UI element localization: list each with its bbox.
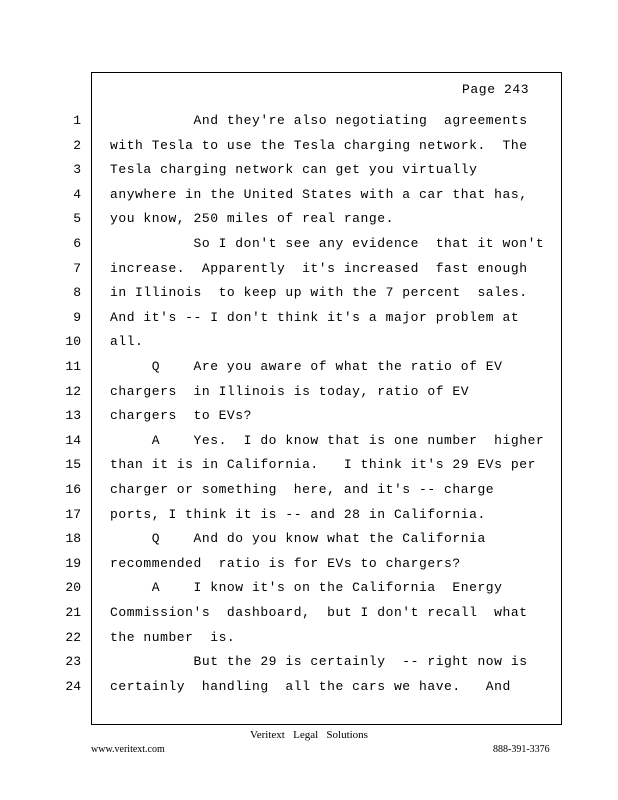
line-number: 22 [65,630,81,645]
line-number: 12 [65,384,81,399]
transcript-line: Q Are you aware of what the ratio of EV [110,359,503,374]
line-number: 1 [73,113,81,128]
footer-firm-name: Veritext Legal Solutions [250,729,368,741]
line-number: 14 [65,433,81,448]
line-number: 16 [65,482,81,497]
line-number: 7 [73,261,81,276]
transcript-line: A Yes. I do know that is one number higher [110,433,545,448]
line-number: 11 [65,359,81,374]
line-number: 13 [65,408,81,423]
line-number: 6 [73,236,81,251]
transcript-line: And it's -- I don't think it's a major problem at [110,310,520,325]
line-number: 18 [65,531,81,546]
line-number: 10 [65,334,81,349]
line-number: 23 [65,654,81,669]
transcript-line: ports, I think it is -- and 28 in California. [110,507,486,522]
line-number: 5 [73,211,81,226]
transcript-line: Tesla charging network can get you virtually [110,162,478,177]
transcript-line: anywhere in the United States with a car that has, [110,187,528,202]
line-number: 20 [65,580,81,595]
transcript-line: in Illinois to keep up with the 7 percent sales. [110,285,528,300]
transcript-line: recommended ratio is for EVs to chargers? [110,556,461,571]
line-number: 24 [65,679,81,694]
transcript-line: And they're also negotiating agreements [110,113,528,128]
line-number: 17 [65,507,81,522]
transcript-line: Q And do you know what the California [110,531,486,546]
line-number: 2 [73,138,81,153]
transcript-line: than it is in California. I think it's 29 EVs per [110,457,536,472]
page-number: Page 243 [462,82,530,97]
transcript-line: certainly handling all the cars we have. And [110,679,511,694]
line-number: 3 [73,162,81,177]
transcript-line: you know, 250 miles of real range. [110,211,394,226]
transcript-line: charger or something here, and it's -- charge [110,482,495,497]
transcript-line: chargers in Illinois is today, ratio of EV [110,384,470,399]
transcript-line: A I know it's on the California Energy [110,580,503,595]
footer-website: www.veritext.com [91,744,165,755]
line-number: 21 [65,605,81,620]
line-number: 8 [73,285,81,300]
transcript-line: chargers to EVs? [110,408,252,423]
transcript-line: with Tesla to use the Tesla charging network. The [110,138,528,153]
footer-phone: 888-391-3376 [493,744,550,755]
line-number: 9 [73,310,81,325]
transcript-line: all. [110,334,144,349]
transcript-line: the number is. [110,630,236,645]
transcript-line: But the 29 is certainly -- right now is [110,654,528,669]
transcript-line: increase. Apparently it's increased fast enough [110,261,528,276]
transcript-line: So I don't see any evidence that it won't [110,236,545,251]
line-number: 19 [65,556,81,571]
line-number: 15 [65,457,81,472]
transcript-line: Commission's dashboard, but I don't recall what [110,605,528,620]
line-number: 4 [73,187,81,202]
